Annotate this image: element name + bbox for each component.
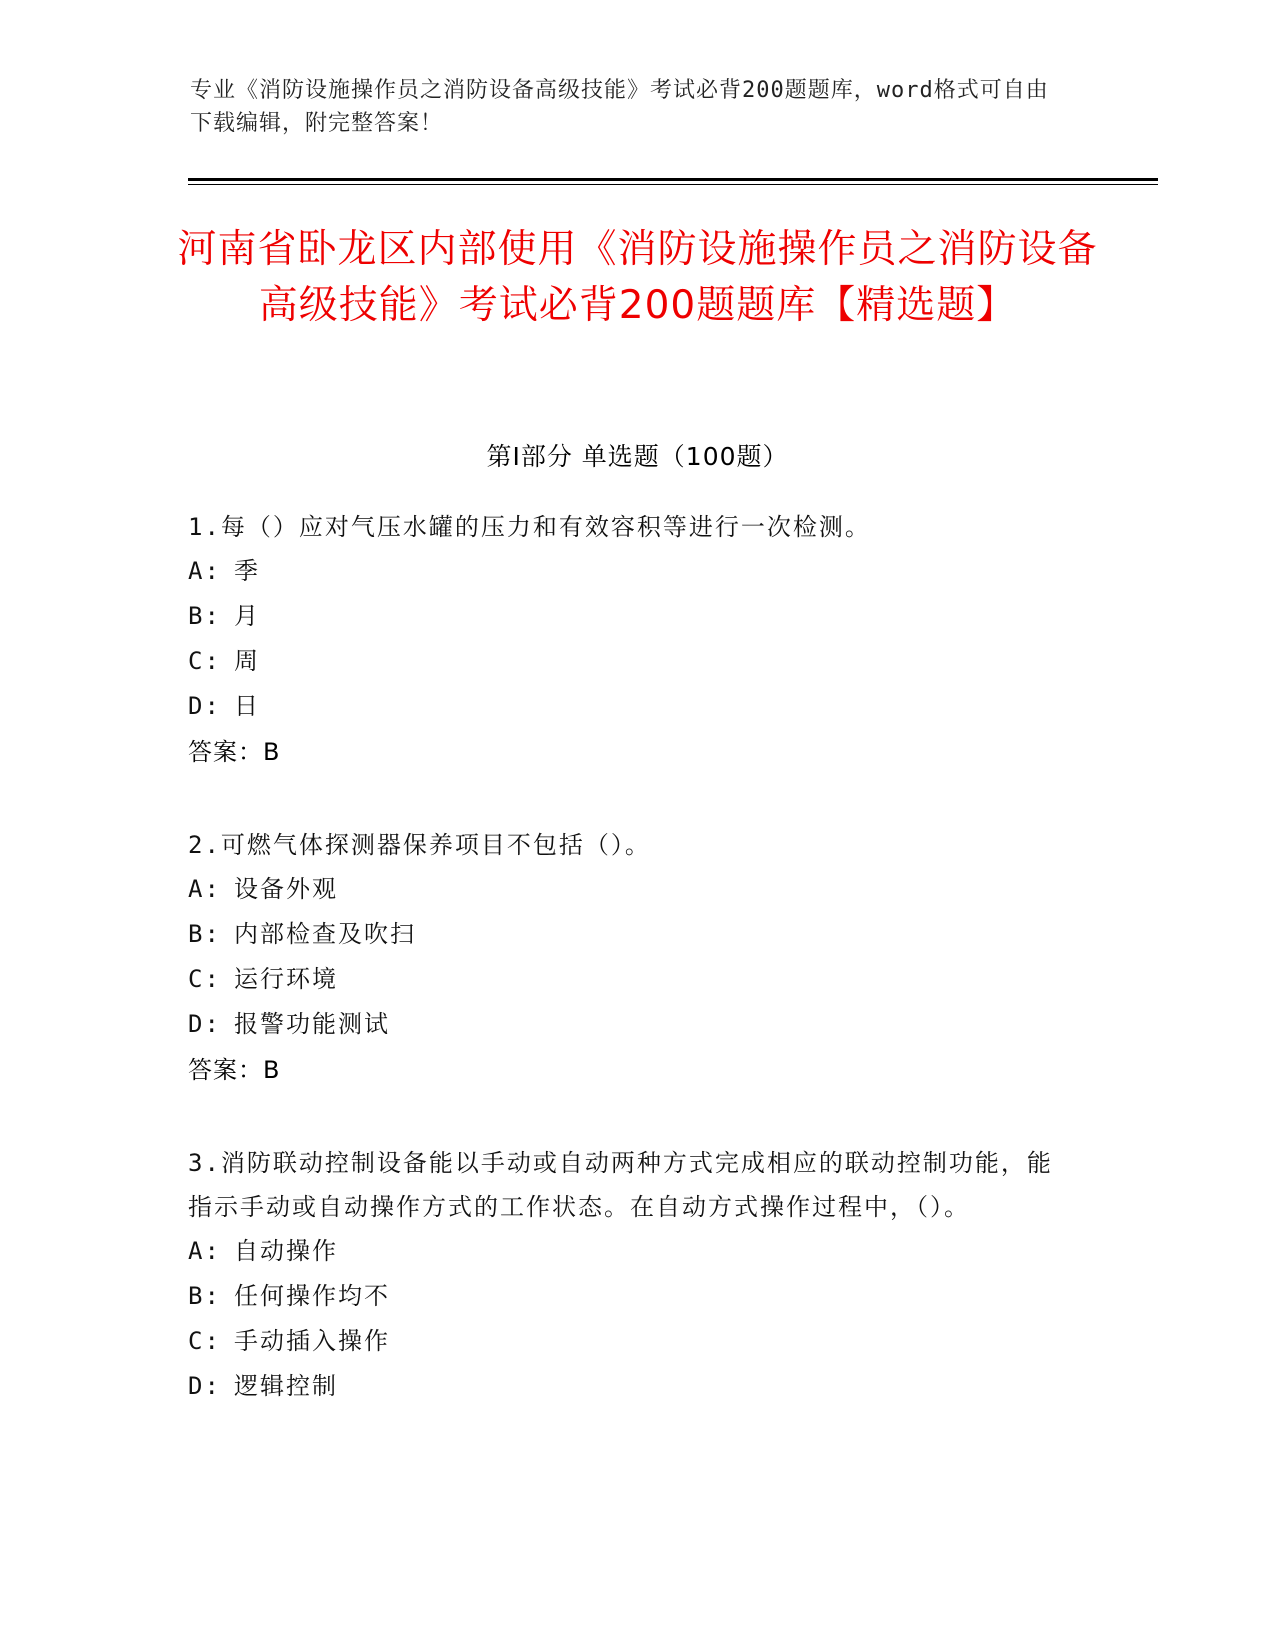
question-stem: 2.可燃气体探测器保养项目不包括（）。 — [188, 831, 651, 859]
option-text: 任何操作均不 — [234, 1282, 390, 1310]
option-letter: C: — [188, 965, 221, 993]
option-letter: B: — [188, 920, 221, 948]
option-a — [188, 867, 1078, 912]
document-title: 河南省卧龙区内部使用《消防设施操作员之消防设备高级技能》考试必背200题题库【精选题】 — [177, 227, 1098, 328]
section-heading: 第Ⅰ部分 单选题（100题） — [486, 442, 789, 471]
header-divider-thick — [188, 178, 1158, 181]
option-letter: A: — [188, 1237, 221, 1265]
option-text: 手动插入操作 — [234, 1327, 390, 1355]
option-text: 日 — [234, 692, 260, 720]
option-text: 周 — [234, 647, 260, 675]
question-1 — [188, 505, 1078, 775]
option-letter: B: — [188, 602, 221, 630]
option-text: 运行环境 — [234, 965, 338, 993]
option-text: 月 — [234, 602, 260, 630]
question-3 — [188, 1141, 1078, 1409]
option-d — [188, 1364, 1078, 1409]
option-letter: C: — [188, 647, 221, 675]
option-c — [188, 639, 1078, 684]
answer-line: 答案：B — [188, 1056, 281, 1084]
question-stem: 3.消防联动控制设备能以手动或自动两种方式完成相应的联动控制功能，能指示手动或自动操作方式的工作状态。在自动方式操作过程中，（）。 — [188, 1149, 1053, 1221]
option-letter: C: — [188, 1327, 221, 1355]
option-letter: D: — [188, 1372, 221, 1400]
option-letter: B: — [188, 1282, 221, 1310]
option-text: 报警功能测试 — [234, 1010, 390, 1038]
option-c — [188, 1319, 1078, 1364]
option-b — [188, 912, 1078, 957]
option-a — [188, 1229, 1078, 1274]
header-divider-thin — [188, 184, 1158, 185]
option-d — [188, 1002, 1078, 1047]
option-text: 设备外观 — [234, 875, 338, 903]
option-d — [188, 684, 1078, 729]
header-note: 专业《消防设施操作员之消防设备高级技能》考试必背200题题库，word格式可自由下载编辑，附完整答案！ — [190, 78, 1049, 136]
question-2 — [188, 823, 1078, 1093]
option-a — [188, 549, 1078, 594]
option-b — [188, 1274, 1078, 1319]
option-text: 季 — [234, 557, 260, 585]
option-c — [188, 957, 1078, 1002]
option-b — [188, 594, 1078, 639]
question-stem: 1.每（）应对气压水罐的压力和有效容积等进行一次检测。 — [188, 513, 871, 541]
option-letter: D: — [188, 1010, 221, 1038]
option-text: 内部检查及吹扫 — [234, 920, 416, 948]
option-letter: A: — [188, 557, 221, 585]
option-letter: D: — [188, 692, 221, 720]
answer-line: 答案：B — [188, 738, 281, 766]
option-letter: A: — [188, 875, 221, 903]
option-text: 自动操作 — [234, 1237, 338, 1265]
option-text: 逻辑控制 — [234, 1372, 338, 1400]
